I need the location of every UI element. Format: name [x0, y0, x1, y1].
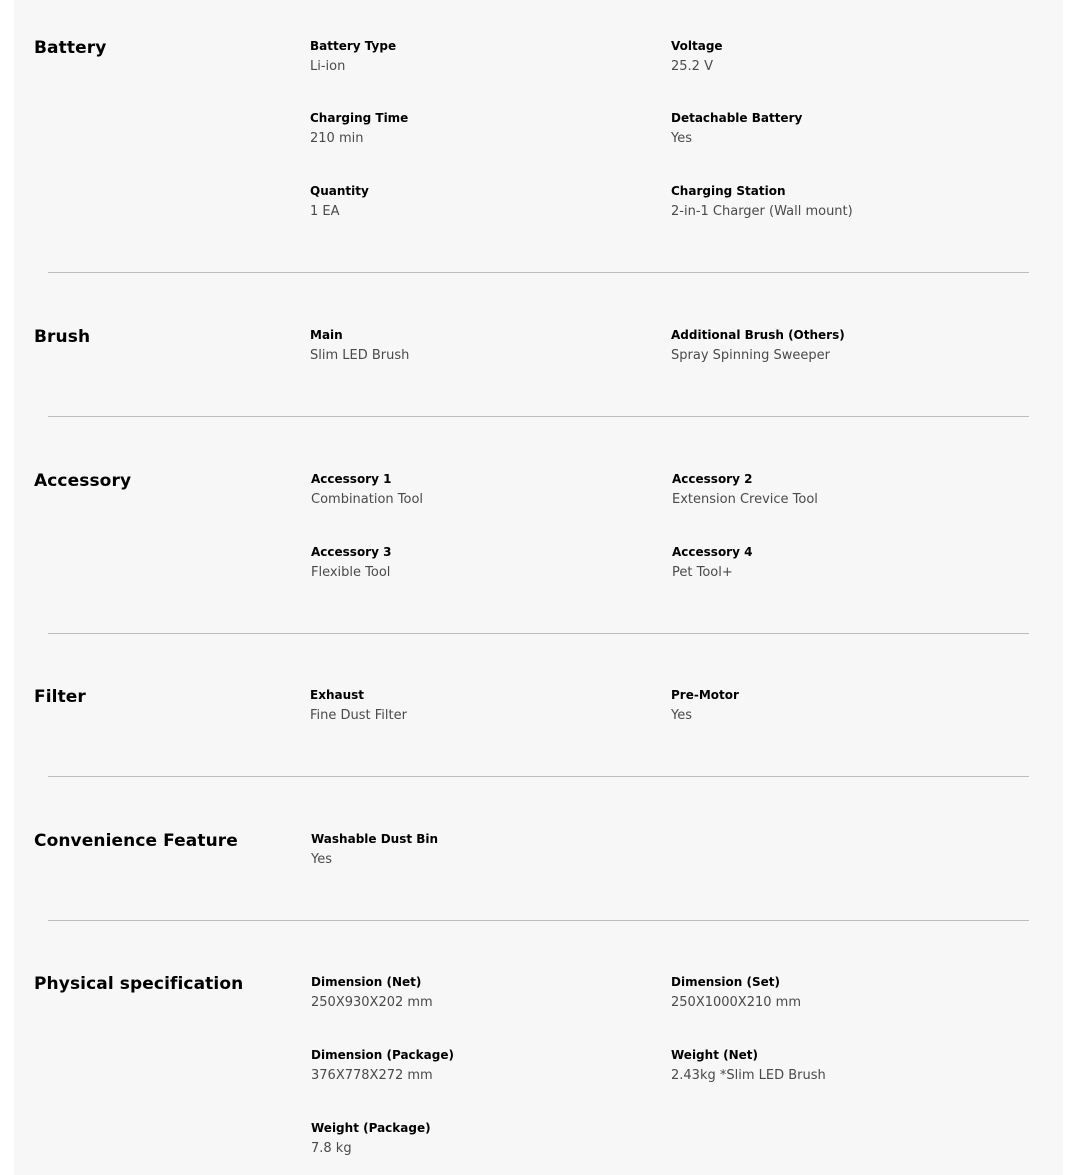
spec-battery-type — [310, 38, 650, 75]
spec-accessory-4 — [672, 544, 1012, 581]
spec-weight-net — [671, 1047, 1011, 1084]
spec-main-brush — [310, 327, 650, 364]
spec-name: Weight (Package) — [311, 1121, 431, 1135]
spec-value: Li-ion — [310, 59, 346, 74]
spec-name: Quantity — [310, 184, 369, 198]
spec-name: Battery Type — [310, 39, 397, 53]
spec-value: 376X778X272 mm — [311, 1068, 433, 1083]
spec-name: Accessory 2 — [672, 472, 753, 486]
spec-name: Accessory 1 — [311, 472, 392, 486]
section-divider — [48, 272, 1029, 273]
section-divider — [48, 776, 1029, 777]
spec-pre-motor — [671, 687, 1011, 724]
section-title-physical-specification: Physical specification — [34, 974, 244, 994]
spec-quantity — [310, 183, 650, 220]
spec-dimension-set — [671, 974, 1011, 1011]
spec-name: Dimension (Net) — [311, 975, 422, 989]
spec-name: Dimension (Package) — [311, 1048, 454, 1062]
spec-accessory-1 — [311, 471, 651, 508]
spec-accessory-2 — [672, 471, 1012, 508]
spec-value: Spray Spinning Sweeper — [671, 348, 830, 363]
spec-weight-package — [311, 1120, 651, 1157]
spec-value: 7.8 kg — [311, 1141, 352, 1156]
spec-name: Main — [310, 328, 343, 342]
spec-accessory-3 — [311, 544, 651, 581]
spec-value: 210 min — [310, 131, 364, 146]
section-divider — [48, 920, 1029, 921]
spec-value: Flexible Tool — [311, 565, 391, 580]
spec-additional-brush — [671, 327, 1011, 364]
spec-name: Weight (Net) — [671, 1048, 758, 1062]
spec-dimension-net — [311, 974, 651, 1011]
spec-charging-station — [671, 183, 1011, 220]
spec-name: Pre-Motor — [671, 688, 739, 702]
spec-name: Dimension (Set) — [671, 975, 780, 989]
spec-value: Fine Dust Filter — [310, 708, 407, 723]
spec-name: Detachable Battery — [671, 111, 803, 125]
spec-value: 2-in-1 Charger (Wall mount) — [671, 204, 853, 219]
spec-value: Extension Crevice Tool — [672, 492, 818, 507]
section-divider — [48, 416, 1029, 417]
section-title-convenience-feature: Convenience Feature — [34, 831, 238, 851]
spec-voltage — [671, 38, 1011, 75]
spec-detachable-battery — [671, 110, 1011, 147]
spec-value: Yes — [311, 852, 332, 867]
spec-name: Accessory 4 — [672, 545, 753, 559]
spec-value: Yes — [671, 708, 692, 723]
section-title-accessory: Accessory — [34, 471, 132, 491]
spec-name: Voltage — [671, 39, 723, 53]
spec-value: 25.2 V — [671, 59, 713, 74]
spec-name: Exhaust — [310, 688, 364, 702]
spec-value: 250X930X202 mm — [311, 995, 433, 1010]
spec-dimension-package — [311, 1047, 651, 1084]
spec-value: Pet Tool+ — [672, 565, 733, 580]
section-title-brush: Brush — [34, 327, 91, 347]
spec-washable-dust-bin — [311, 831, 651, 868]
spec-value: 2.43kg *Slim LED Brush — [671, 1068, 826, 1083]
spec-value: Slim LED Brush — [310, 348, 410, 363]
spec-value: 250X1000X210 mm — [671, 995, 801, 1010]
spec-value: 1 EA — [310, 204, 340, 219]
section-title-filter: Filter — [34, 687, 86, 707]
spec-value: Combination Tool — [311, 492, 424, 507]
spec-value: Yes — [671, 131, 692, 146]
spec-exhaust — [310, 687, 650, 724]
spec-name: Additional Brush (Others) — [671, 328, 845, 342]
section-divider — [48, 633, 1029, 634]
spec-charging-time — [310, 110, 650, 147]
section-title-battery: Battery — [34, 38, 107, 58]
spec-name: Charging Time — [310, 111, 409, 125]
spec-name: Washable Dust Bin — [311, 832, 439, 846]
spec-name: Accessory 3 — [311, 545, 392, 559]
spec-name: Charging Station — [671, 184, 786, 198]
